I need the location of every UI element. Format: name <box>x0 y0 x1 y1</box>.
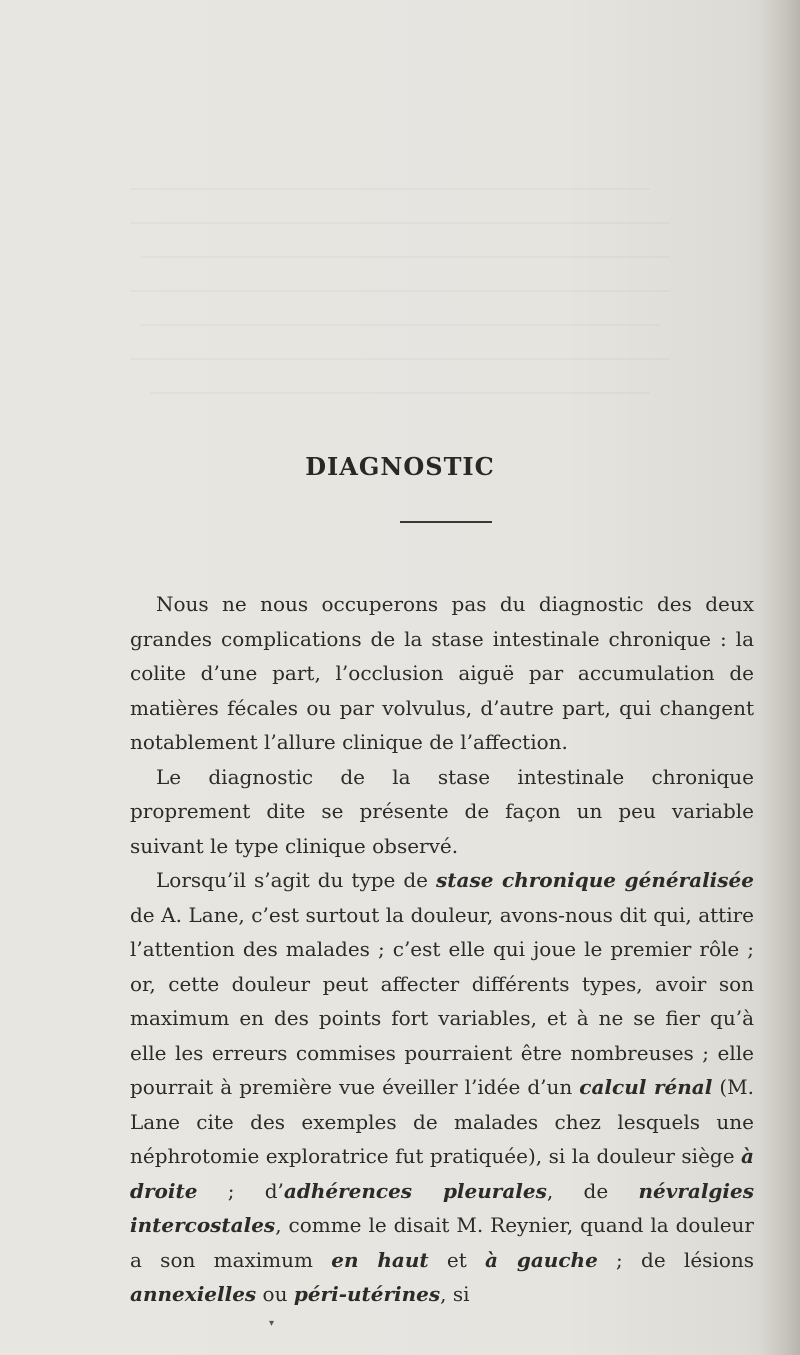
emphasis: stase chronique généralisée <box>436 868 754 892</box>
emphasis: péri-utérines <box>293 1282 441 1306</box>
paragraph-2: Le diagnostic de la stase intestinale chronique proprement dite se présente de façon un peu variable suivant le type clinique observé. <box>130 764 754 858</box>
body-text <box>130 587 754 1312</box>
paragraph-3: Lorsqu’il s’agit du type de stase chronique généralisée de A. Lane, c’est surtout la douleur, avons-nous dit qui, attire l’attention des malades ; c’est elle qui joue le premier rôle ; or, cette douleur peut affecter différents types, avoir son maximum en des points fort variables, et à ne se fier qu’à elle les erreurs commises pourraient être nombreuses ; elle pourrait à première vue éveiller l’idée d’un calcul rénal (M. Lane cite des exemples de malades chez lesquels une néphrotomie exploratrice fut pratiquée), si la douleur siège à droite ; d’adhérences pleurales, de névralgies intercostales, comme le disait M. Reynier, quand la douleur a son maximum en haut et à gauche ; de lésions annexielles ou péri-utérines, si <box>130 868 755 1306</box>
page-edge-shadow <box>762 0 800 1355</box>
emphasis: calcul rénal <box>579 1075 713 1099</box>
emphasis: annexielles <box>130 1282 257 1306</box>
emphasis: névralgies intercostales <box>130 1178 754 1237</box>
heading-rule <box>400 521 492 523</box>
page-speck: ▾ <box>269 1318 275 1329</box>
emphasis: adhérences pleurales <box>283 1178 547 1203</box>
emphasis: en haut <box>331 1247 429 1272</box>
emphasis: à gauche <box>485 1247 598 1272</box>
emphasis: à droite <box>130 1144 754 1203</box>
paragraph-1: Nous ne nous occuperons pas du diagnostic des deux grandes complications de la stase intestinale chronique : la colite d’une part, l’occlusion aiguë par accumulation de matières fécales ou par volvulus, d’autre part, qui changent notablement l’allure clinique de l’affection. <box>130 592 754 754</box>
section-heading: DIAGNOSTIC <box>305 452 495 481</box>
